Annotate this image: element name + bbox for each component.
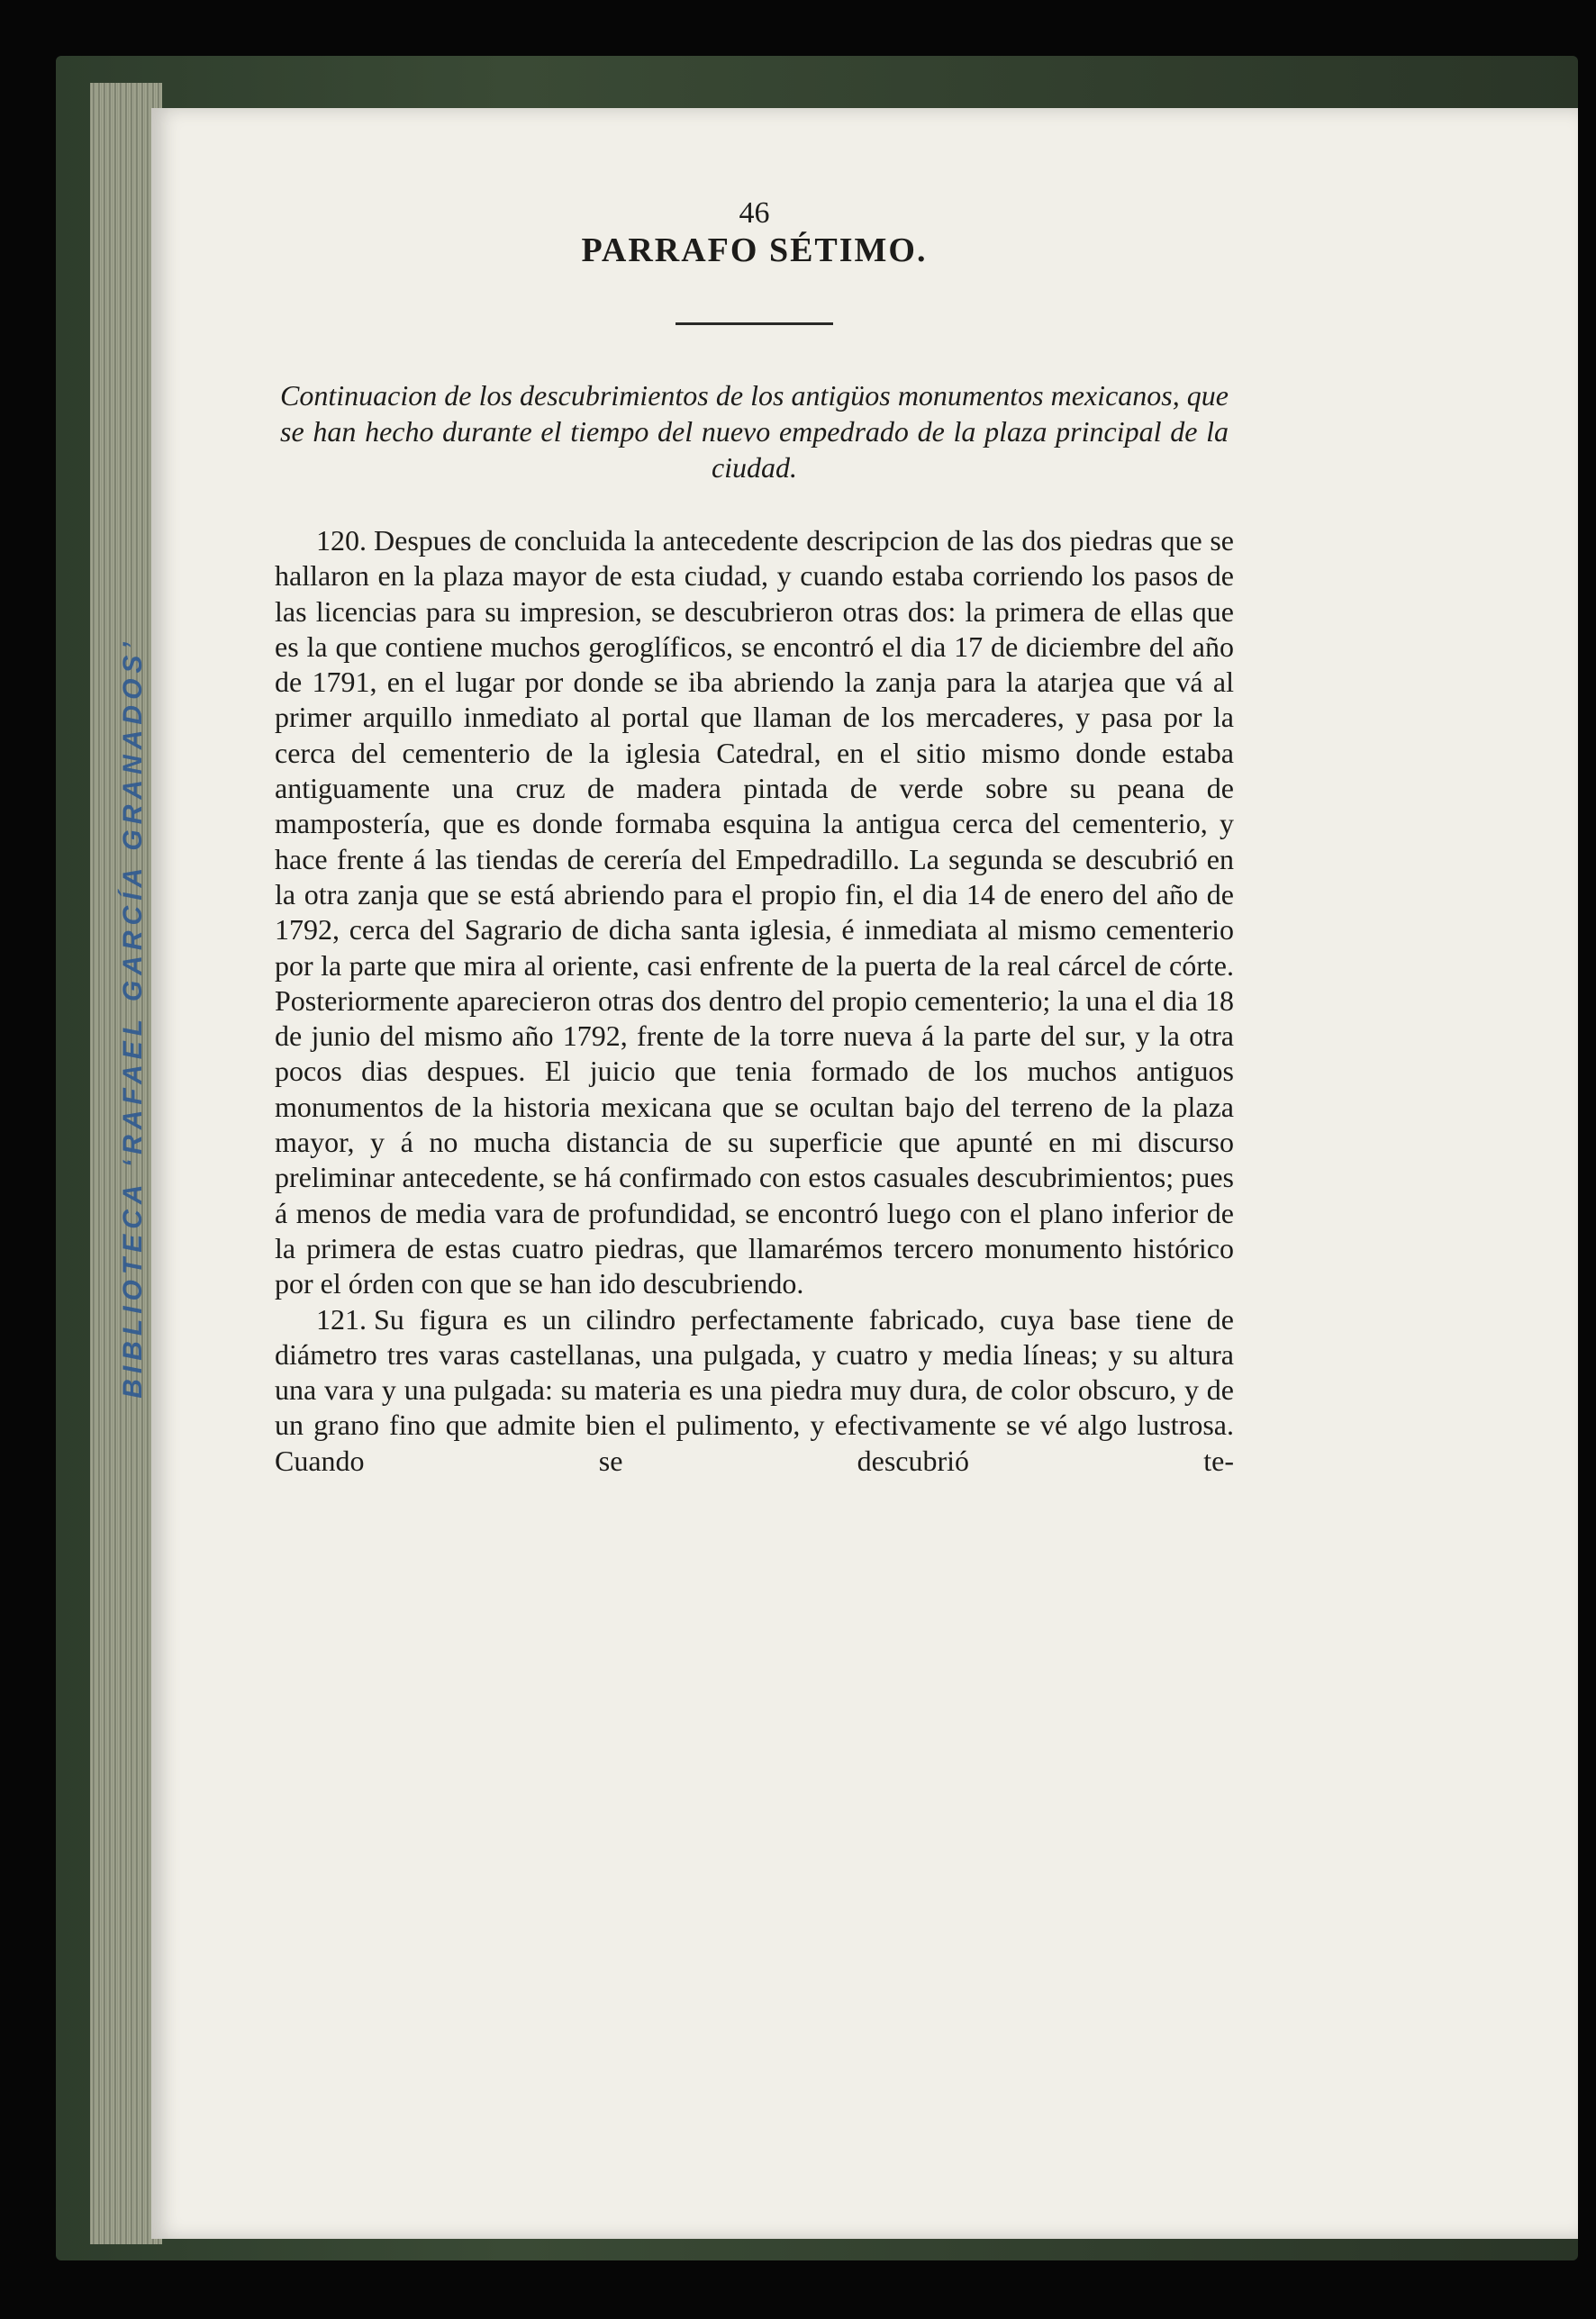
paragraph-number: 120. [316, 524, 367, 557]
section-title: PARRAFO SÉTIMO. [581, 231, 928, 269]
library-stamp [106, 486, 160, 1549]
paragraph-text: Su figura es un cilindro perfectamente fabricado, cuya base tiene de diámetro tres varas castellanas, una pulgada, y cuatro y media líneas; y su altura una vara y una pulgada: su materia es una piedra muy dura, de color obscuro, y de un grano fino que admite bien el pulimento, y efectivamente se vé algo lustrosa. Cuando se descubrió te- [275, 1302, 1234, 1477]
section-summary: Continuacion de los descubrimientos de los antigüos monumentos mexicanos, que se han hecho durante el tiempo del nuevo empedrado de la plaza principal de la ciudad. [280, 379, 1229, 484]
page-number: 46 [739, 196, 770, 230]
paragraph-number: 121. [316, 1302, 367, 1336]
paragraph-120 [275, 523, 1234, 1302]
paragraph-121 [275, 1302, 1234, 1479]
title-rule [676, 322, 833, 325]
page-text [275, 196, 1234, 1479]
library-stamp-text: BIBLIOTECA ‘RAFAEL GARCÍA GRANADOS’ [118, 637, 149, 1399]
paragraph-text: Despues de concluida la antecedente descripcion de las dos piedras que se hallaron en la plaza mayor de esta ciudad, y cuando estaba corriendo los pasos de las licencias para su impresion, se descubrieron otras dos: la primera de ellas que es la que contiene muchos geroglíficos, se encontró el dia 17 de diciembre del año de 1791, en el lugar por donde se iba abriendo la zanja para la atarjea que vá al primer arquillo inmediato al portal que llaman de los mercaderes, y pasa por la cerca del cementerio de la iglesia Catedral, en el sitio mismo donde estaba antiguamente una cruz de madera pintada de verde sobre su peana de mampostería, que es donde formaba esquina la antigua cerca del cementerio, y hace frente á las tiendas de cerería del Empedradillo. La segunda se descubrió en la otra zanja que se está abriendo para el propio fin, el dia 14 de enero del año de 1792, cerca del Sagrario de dicha santa iglesia, é inmediata al mismo cementerio por la parte que mira al oriente, casi enfrente de la puerta de la real cárcel de córte. Posteriormente aparecieron otras dos dentro del propio cementerio; la una el dia 18 de junio del mismo año 1792, frente de la torre nueva á la parte del sur, y la otra pocos dias despues. El juicio que tenia formado de los muchos antiguos monumentos de la historia mexicana que se ocultan bajo del terreno de la plaza mayor, y á no mucha distancia de su superficie que apunté en mi discurso preliminar antecedente, se há confirmado con estos casuales descubrimientos; pues á menos de media vara de profundidad, se encontró luego con el plano inferior de la primera de estas cuatro piedras, que llamarémos tercero monumento histórico por el órden con que se han ido descubriendo. [275, 524, 1234, 1300]
